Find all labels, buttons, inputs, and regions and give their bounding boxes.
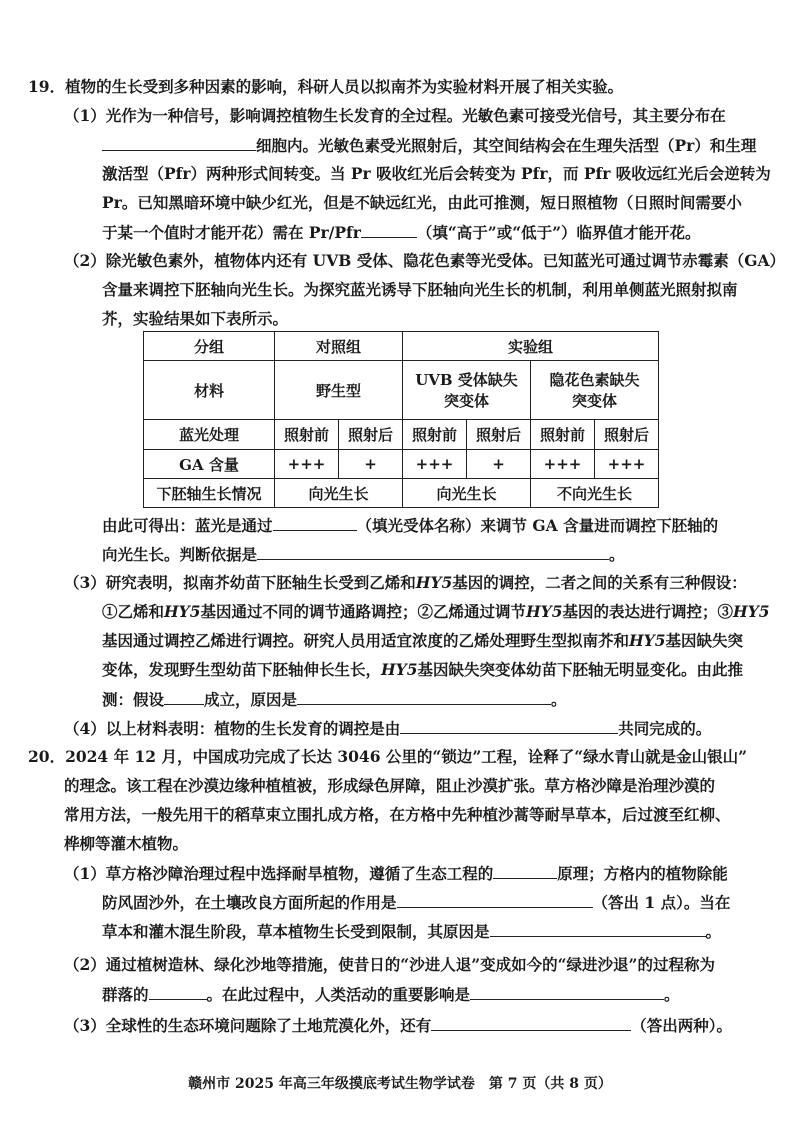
table-header-group: 分组 (144, 332, 275, 361)
table-cell: +++ (275, 450, 339, 479)
q20-2-line2: 群落的 。在此过程中，人类活动的重要影响是 。 (102, 985, 680, 1004)
q19-stem: 19．植物的生长受到多种因素的影响，科研人员以拟南芥为实验材料开展了相关实验。 (28, 77, 624, 96)
q19-1-line1: （1）光作为一种信号，影响调控植物生长发育的全过程。光敏色素可接受光信号，其主要分布在 (64, 106, 726, 125)
q19-4-line: （4）以上材料表明：植物的生长发育的调控是由 共同完成的。 (64, 719, 712, 738)
q19-1-line5: 于某一个值时才能开花）需在 Pr/Pfr （填“高于”或“低于”）临界值才能开花。 (102, 223, 701, 242)
page-footer: 赣州市 2025 年高三年级摸底考试生物学试卷 第 7 页（共 8 页） (188, 1076, 612, 1092)
table-cell: 照射前 (275, 420, 339, 450)
table-row-label: 材料 (144, 361, 275, 420)
table-row-label: 下胚轴生长情况 (144, 479, 275, 508)
answer-blank[interactable] (397, 892, 593, 908)
answer-blank[interactable] (273, 515, 357, 531)
table-cell: +++ (403, 450, 467, 479)
answer-blank[interactable] (493, 863, 557, 879)
table-cell: 照射后 (595, 420, 659, 450)
q20-2-line1: （2）通过植树造林、绿化沙地等措施，使昔日的“沙进人退”变成如今的“绿进沙退”的过程称为 (64, 955, 715, 974)
answer-blank[interactable] (164, 689, 204, 705)
q19-3-line3: 基因通过调控乙烯进行调控。研究人员用适宜浓度的乙烯处理野生型拟南芥和HY5基因缺失突 (102, 631, 744, 650)
table-row-label: 蓝光处理 (144, 420, 275, 450)
q20-1-line2: 防风固沙外，在土壤改良方面所起的作用是 （答出 1 点）。当在 (102, 893, 731, 912)
q19-1-line2: 细胞内。光敏色素受光照射后，其空间结构会在生理失活型（Pr）和生理 (102, 135, 756, 156)
experiment-table (143, 331, 659, 508)
q20-3-line: （3）全球性的生态环境问题除了土地荒漠化外，还有 （答出两种）。 (64, 1016, 733, 1035)
q19-2-line3: 芥，实验结果如下表所示。 (102, 309, 289, 328)
q19-3-line4: 变体，发现野生型幼苗下胚轴伸长生长，HY5基因缺失突变体幼苗下胚轴无明显变化。由此推 (102, 660, 744, 679)
answer-blank[interactable] (102, 135, 256, 151)
answer-blank[interactable] (490, 921, 706, 937)
q20-1-line3: 草本和灌木混生阶段，草本植物生长受到限制，其原因是 。 (102, 922, 722, 941)
table-row-label: GA 含量 (144, 450, 275, 479)
q20-line4: 桦柳等灌木植物。 (64, 834, 189, 853)
table-cell: UVB 受体缺失 突变体 (403, 361, 531, 420)
q19-3-line2: ①乙烯和HY5基因通过不同的调节通路调控；②乙烯通过调节HY5基因的表达进行调控；③HY5 (102, 602, 770, 621)
table-cell: +++ (531, 450, 595, 479)
q20-line2: 的理念。该工程在沙漠边缘种植植被，形成绿色屏障，阻止沙漠扩张。草方格沙障是治理沙漠的 (64, 776, 716, 795)
table-header-experiment: 实验组 (403, 332, 659, 361)
q20-1-line1: （1）草方格沙障治理过程中选择耐旱植物，遵循了生态工程的 原理；方格内的植物除能 (64, 864, 728, 883)
table-cell: 照射前 (531, 420, 595, 450)
q19-2-line1: （2）除光敏色素外，植物体内还有 UVB 受体、隐花色素等光受体。已知蓝光可通过调节赤霉素（GA） (64, 251, 785, 270)
q19-1-line3: 激活型（Pfr）两种形式间转变。当 Pr 吸收红光后会转变为 Pfr，而 Pfr 吸收远红光后会逆转为 (102, 164, 771, 183)
table-cell: 不向光生长 (531, 479, 659, 508)
q19-3-line1: （3）研究表明，拟南芥幼苗下胚轴生长受到乙烯和HY5基因的调控，二者之间的关系有三种假设： (64, 573, 747, 592)
q19-2-conclusion2: 向光生长。判断依据是 。 (102, 545, 625, 564)
answer-blank[interactable] (470, 984, 664, 1000)
q19-1-line4: Pr。已知黑暗环境中缺少红光，但是不缺远红光，由此可推测，短日照植物（日照时间需要小 (102, 193, 742, 212)
table-cell: 照射后 (339, 420, 403, 450)
table-cell: 向光生长 (403, 479, 531, 508)
q19-2-line2: 含量来调控下胚轴向光生长。为探究蓝光诱导下胚轴向光生长的机制，利用单侧蓝光照射拟南 (102, 280, 738, 299)
answer-blank[interactable] (431, 1015, 631, 1031)
q19-3-line5: 测：假设 成立，原因是 。 (102, 690, 567, 709)
table-cell: 照射前 (403, 420, 467, 450)
table-header-control: 对照组 (275, 332, 403, 361)
table-cell: 照射后 (467, 420, 531, 450)
answer-blank[interactable] (149, 984, 207, 1000)
table-cell: + (339, 450, 403, 479)
table-cell: + (467, 450, 531, 479)
answer-blank[interactable] (257, 544, 609, 560)
q20-line3: 常用方法，一般先用干的稻草束立围扎成方格，在方格中先种植沙蒿等耐旱草本，后过渡至红柳、 (64, 805, 731, 824)
table-cell: 向光生长 (275, 479, 403, 508)
answer-blank[interactable] (361, 222, 417, 238)
table-cell: 野生型 (275, 361, 403, 420)
answer-blank[interactable] (400, 718, 618, 734)
q19-2-conclusion1: 由此可得出：蓝光是通过 （填光受体名称）来调节 GA 含量进而调控下胚轴的 (102, 516, 719, 535)
q20-line1: 20．2024 年 12 月，中国成功完成了长达 3046 公里的“锁边”工程，诠释了“绿水青山就是金山银山” (28, 747, 748, 766)
table-cell: +++ (595, 450, 659, 479)
answer-blank[interactable] (297, 689, 551, 705)
table-cell: 隐花色素缺失 突变体 (531, 361, 659, 420)
